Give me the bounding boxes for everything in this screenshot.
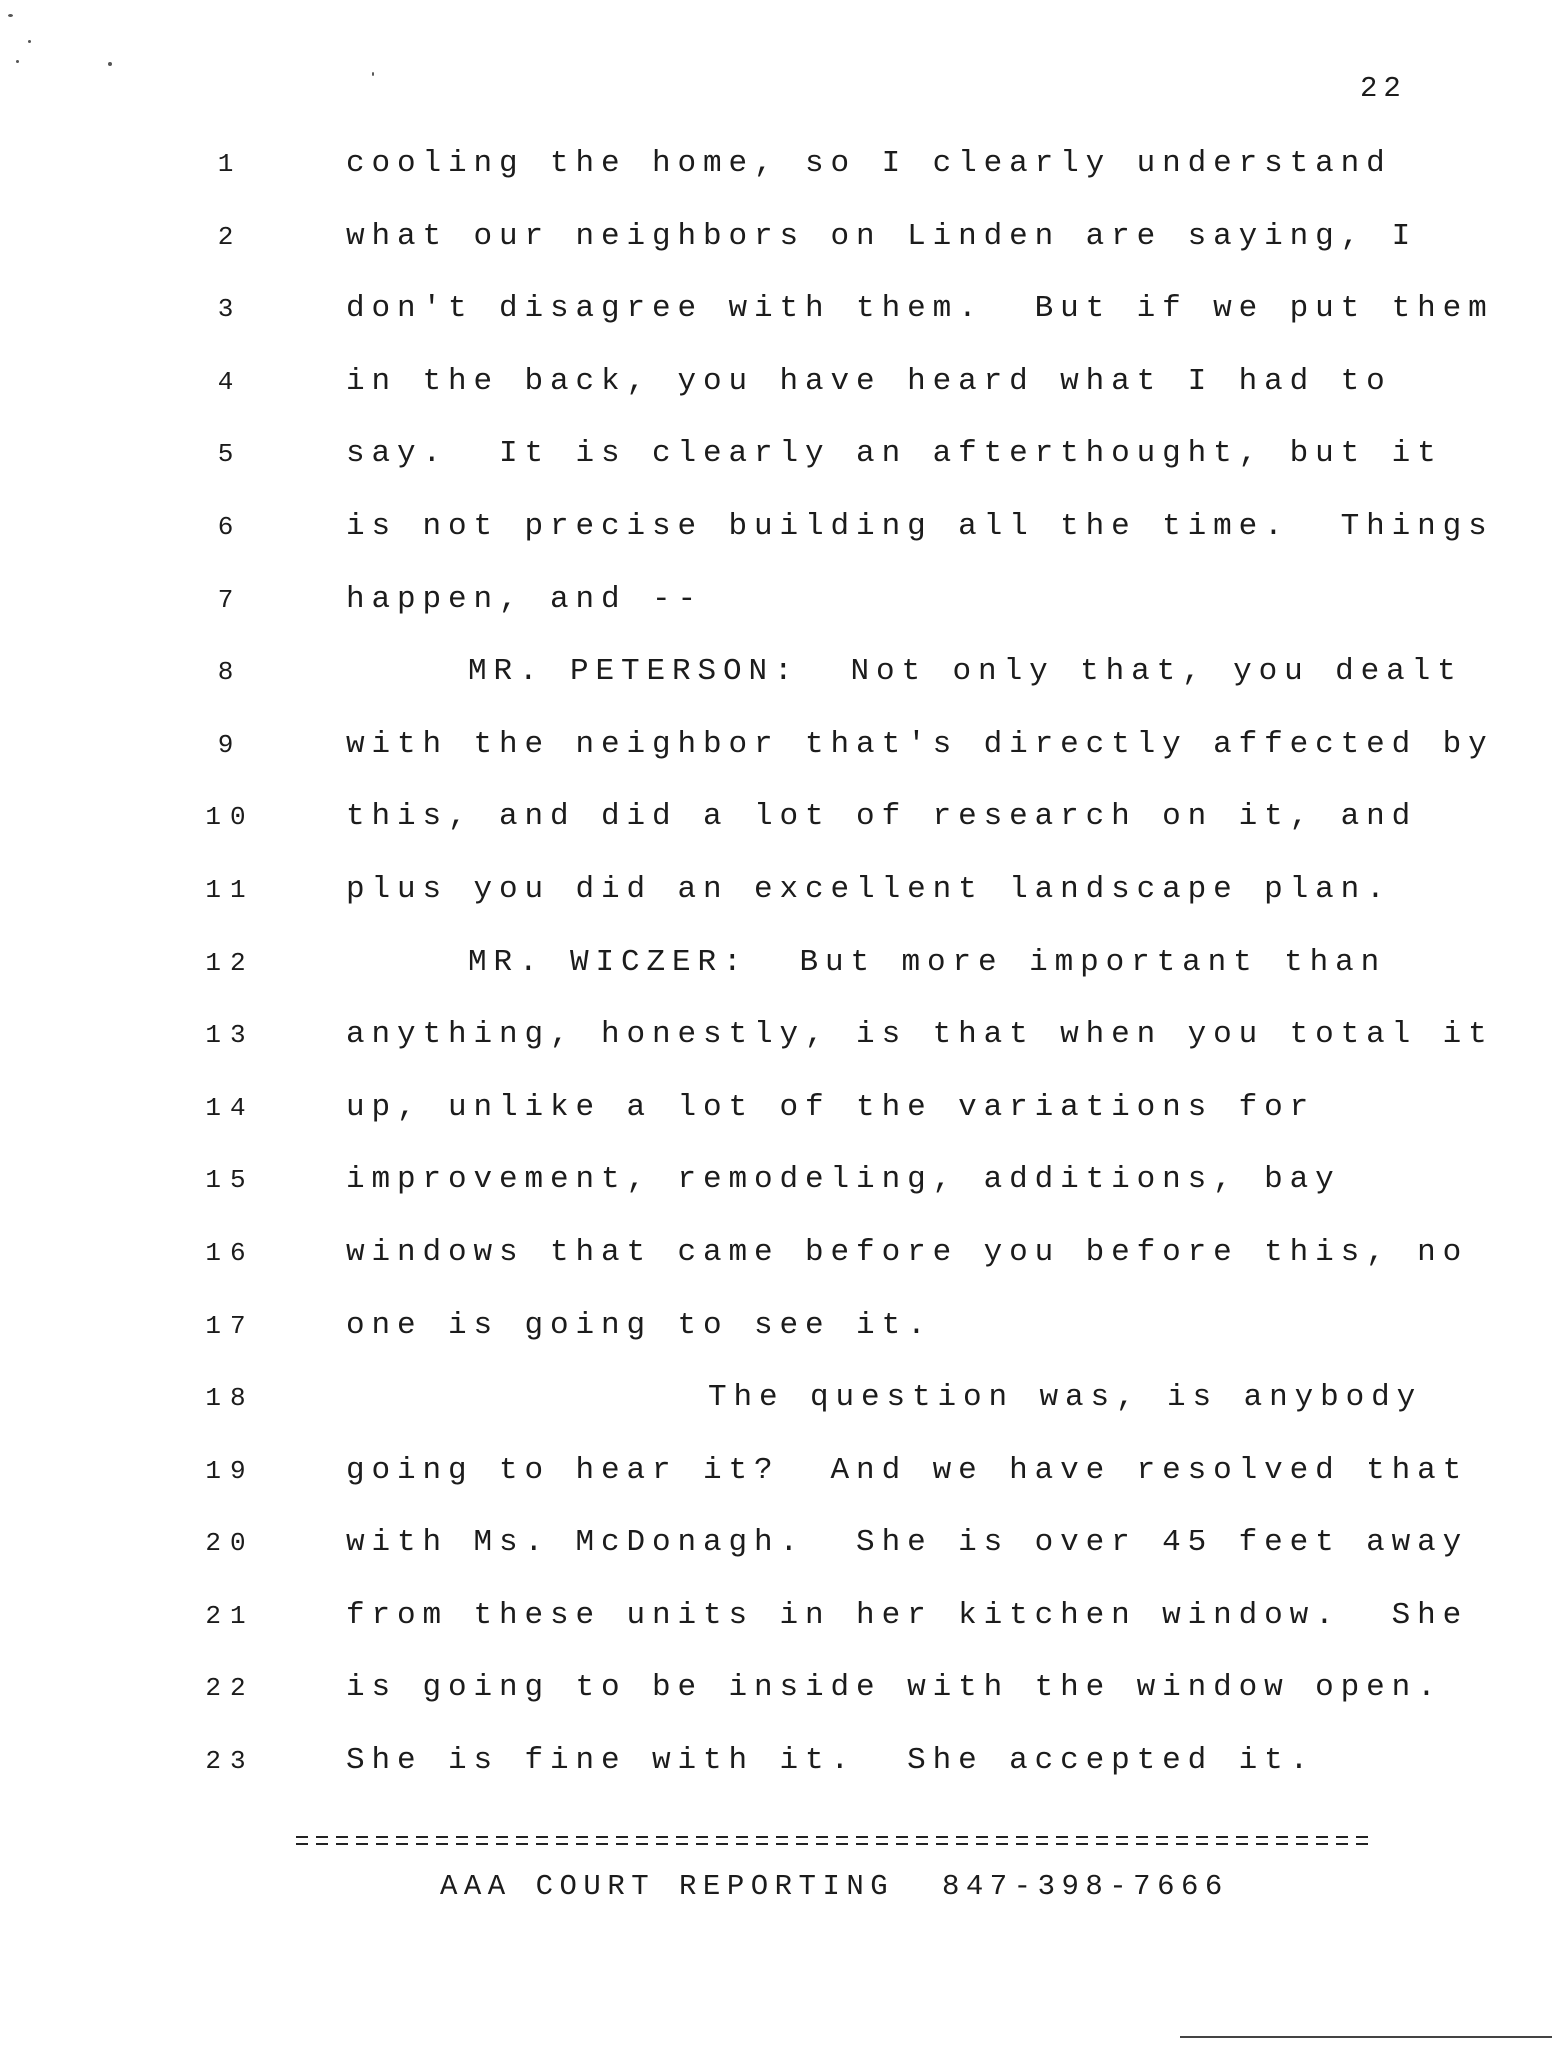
transcript-line (0, 789, 1552, 862)
transcript-line (0, 644, 1552, 717)
line-number: 3 (217, 294, 243, 325)
line-number: 8 (217, 657, 243, 688)
line-number: 1 (217, 149, 243, 179)
line-number: 9 (217, 729, 243, 760)
scan-speck (8, 14, 13, 17)
transcript-line (0, 572, 1552, 645)
line-text: with Ms. McDonagh. She is over 45 feet away (346, 1525, 1469, 1561)
line-text: She is fine with it. She accepted it. (346, 1743, 1316, 1779)
transcript-lines (0, 136, 1552, 1806)
transcript-line (0, 1588, 1552, 1661)
line-number: 23 (205, 1746, 255, 1777)
line-number: 5 (217, 439, 243, 470)
line-number: 11 (205, 874, 255, 905)
line-number: 6 (217, 511, 243, 542)
transcript-line (0, 1080, 1552, 1153)
transcript-line (0, 1225, 1552, 1298)
line-number: 2 (217, 221, 243, 252)
line-number: 10 (205, 802, 255, 833)
scan-speck (28, 40, 31, 43)
line-text: going to hear it? And we have resolved that (346, 1452, 1469, 1488)
transcript-line (0, 209, 1552, 282)
line-text: up, unlike a lot of the variations for (346, 1089, 1316, 1125)
transcript-line (0, 1298, 1552, 1371)
line-number: 17 (205, 1310, 255, 1341)
line-text: cooling the home, so I clearly understand (346, 146, 1392, 181)
line-number: 20 (205, 1528, 255, 1559)
line-text: what our neighbors on Linden are saying, I (346, 218, 1418, 254)
line-number: 12 (205, 947, 255, 978)
line-number: 22 (205, 1673, 255, 1704)
footer-double-rule (296, 1836, 1376, 1848)
line-text: happen, and -- (346, 581, 704, 617)
line-text: is going to be inside with the window open. (346, 1670, 1443, 1706)
transcript-line (0, 281, 1552, 354)
line-text: say. It is clearly an afterthought, but it (346, 436, 1443, 472)
line-number: 7 (217, 584, 243, 615)
transcript-line (0, 1370, 1552, 1443)
line-text: anything, honestly, is that when you total it (346, 1017, 1494, 1053)
transcript-line (0, 1515, 1552, 1588)
line-text: in the back, you have heard what I had to (346, 363, 1392, 399)
line-text: this, and did a lot of research on it, and (346, 799, 1418, 835)
line-text: plus you did an excellent landscape plan. (346, 871, 1392, 907)
transcript-line (0, 1152, 1552, 1225)
footer-court-reporter: AAA COURT REPORTING 847-398-7666 (440, 1870, 1229, 1903)
line-text: one is going to see it. (346, 1307, 933, 1343)
scan-speck (16, 60, 19, 63)
scan-edge-line (1180, 2036, 1552, 2038)
line-number: 14 (205, 1092, 255, 1123)
page-number: 22 (1360, 72, 1407, 105)
transcript-line (0, 136, 1552, 209)
line-text: windows that came before you before this, no (346, 1234, 1469, 1270)
line-text: don't disagree with them. But if we put them (346, 291, 1494, 327)
line-text: MR. PETERSON: Not only that, you dealt (468, 654, 1463, 690)
line-text: improvement, remodeling, additions, bay (346, 1162, 1341, 1198)
transcript-line (0, 935, 1552, 1008)
line-number: 18 (205, 1383, 255, 1414)
transcript-line (0, 426, 1552, 499)
line-number: 21 (205, 1600, 255, 1631)
transcript-line (0, 1007, 1552, 1080)
line-text: MR. WICZER: But more important than (468, 944, 1387, 980)
scan-speck (108, 62, 112, 66)
transcript-line (0, 499, 1552, 572)
transcript-line (0, 717, 1552, 790)
transcript-line (0, 1660, 1552, 1733)
line-number: 13 (205, 1020, 255, 1051)
line-text: with the neighbor that's directly affected by (346, 726, 1494, 762)
line-number: 4 (217, 366, 243, 397)
line-text: from these units in her kitchen window. She (346, 1597, 1469, 1633)
transcript-line (0, 1443, 1552, 1516)
transcript-line (0, 1733, 1552, 1806)
transcript-line (0, 862, 1552, 935)
scan-speck (372, 72, 374, 76)
line-number: 16 (205, 1237, 255, 1268)
line-number: 15 (205, 1165, 255, 1196)
transcript-line (0, 354, 1552, 427)
line-number: 19 (205, 1455, 255, 1486)
line-text: The question was, is anybody (708, 1380, 1423, 1416)
line-text: is not precise building all the time. Things (346, 508, 1494, 544)
